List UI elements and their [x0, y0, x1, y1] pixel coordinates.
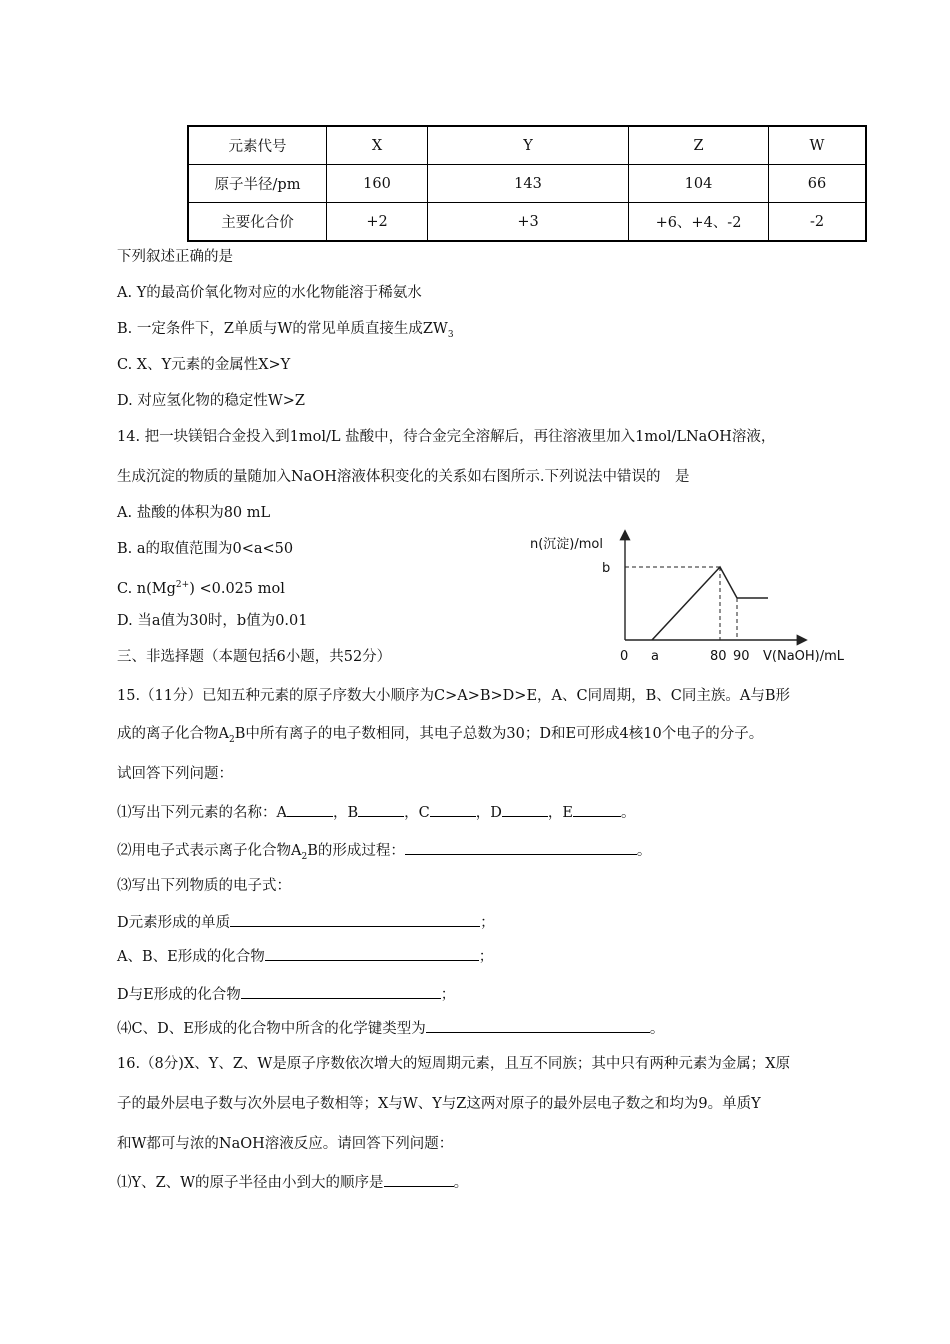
- q14-line-1: 14. 把一块镁铝合金投入到1mol/L 盐酸中，待合金完全溶解后，再往溶液里加入1mol/LNaOH溶液，: [117, 429, 776, 445]
- q16-line-1: 16.（8分)X、Y、Z、W是原子序数依次增大的短周期元素，且互不同族；其中只有两种元素为金属；X原: [117, 1056, 791, 1072]
- q13-option-b: [117, 319, 454, 345]
- q13-option-d: D. 对应氢化物的稳定性W>Z: [117, 393, 305, 409]
- q15-part-1-prompt: ⑴写出下列元素的名称：A: [117, 805, 287, 821]
- blank-bond-type[interactable]: [426, 1018, 650, 1033]
- q15-part-2-subscript: 2: [301, 851, 308, 862]
- table-cell: +3: [428, 203, 629, 242]
- precipitate-curve: [652, 567, 737, 640]
- q15-part-2: [117, 840, 651, 867]
- table-cell: 原子半径/pm: [188, 165, 327, 203]
- blank-radius-order[interactable]: [384, 1172, 454, 1187]
- q16-part-1: [117, 1172, 468, 1193]
- table-cell: +6、+4、-2: [629, 203, 769, 242]
- q15-part-1-c: ，C: [404, 805, 430, 821]
- table-cell: 104: [629, 165, 769, 203]
- q15-part-3-b-end: ；: [478, 949, 494, 965]
- q15-part-1: [117, 802, 635, 823]
- q13-option-b-subscript: 3: [447, 329, 454, 340]
- q15-part-2-prompt-end: B的形成过程：: [307, 843, 405, 859]
- q13-stem: 下列叙述正确的是: [117, 249, 233, 265]
- q15-line-1: 15.（11分）已知五种元素的原子序数大小顺序为C>A>B>D>E，A、C同周期，B、C同主族。A与B形: [117, 688, 790, 704]
- table-header-cell: X: [327, 126, 428, 165]
- tick-a: a: [651, 649, 659, 664]
- q15-part-2-prompt: ⑵用电子式表示离子化合物A: [117, 843, 302, 859]
- q15-part-3-c-end: ；: [440, 987, 456, 1003]
- section-3-heading: 三、非选择题（本题包括6小题，共52分）: [117, 649, 392, 665]
- q13-option-c: C. X、Y元素的金属性X>Y: [117, 357, 291, 373]
- b-label: b: [602, 561, 611, 576]
- q15-line-2-subscript: 2: [228, 734, 235, 745]
- tick-80: 80: [710, 649, 727, 664]
- q15-part-3: ⑶写出下列物质的电子式：: [117, 878, 291, 894]
- q15-part-3-a-prompt: D元素形成的单质: [117, 915, 231, 931]
- table-header-cell: 元素代号: [188, 126, 327, 165]
- table-row: [188, 126, 866, 165]
- q15-line-2-text-end: B中所有离子的电子数相同，其电子总数为30；D和E可形成4核10个电子的分子。: [234, 726, 764, 742]
- table-cell: 160: [327, 165, 428, 203]
- q15-line-2-text: 成的离子化合物A: [117, 726, 229, 742]
- q15-part-4: [117, 1018, 664, 1039]
- blank-b[interactable]: [358, 802, 404, 817]
- q16-part-1-end: 。: [453, 1175, 469, 1191]
- q14-option-a: A. 盐酸的体积为80 mL: [117, 505, 271, 521]
- q15-part-3-a: [117, 912, 495, 933]
- blank-formation-process[interactable]: [405, 840, 637, 855]
- q14-line-2: 生成沉淀的物质的量随加入NaOH溶液体积变化的关系如右图所示.下列说法中错误的 是: [117, 469, 690, 485]
- q15-part-1-e: ，E: [547, 805, 573, 821]
- table-cell: -2: [769, 203, 867, 242]
- element-table: [187, 125, 867, 242]
- blank-d[interactable]: [502, 802, 548, 817]
- q14-option-c: [117, 575, 285, 599]
- table-header-cell: W: [769, 126, 867, 165]
- q15-part-2-end: 。: [636, 843, 652, 859]
- q15-part-3-a-end: ；: [480, 915, 495, 931]
- x-axis-label: V(NaOH)/mL: [763, 649, 845, 664]
- tick-90: 90: [733, 649, 750, 664]
- q15-part-4-prompt: ⑷C、D、E形成的化合物中所含的化学键类型为: [117, 1021, 426, 1037]
- q15-part-3-c-prompt: D与E形成的化合物: [117, 987, 241, 1003]
- q16-part-1-prompt: ⑴Y、Z、W的原子半径由小到大的顺序是: [117, 1175, 384, 1191]
- q15-line-2: [117, 724, 763, 750]
- q14-option-b: B. a的取值范围为0<a<50: [117, 541, 294, 557]
- q14-option-c-superscript: 2+: [175, 580, 190, 590]
- q13-option-a: A. Y的最高价氧化物对应的水化物能溶于稀氨水: [117, 285, 422, 301]
- y-axis-label: n(沉淀)/mol: [530, 537, 603, 552]
- blank-a[interactable]: [287, 802, 333, 817]
- table-cell: 主要化合价: [188, 203, 327, 242]
- q13-option-b-text: B. 一定条件下，Z单质与W的常见单质直接生成ZW: [117, 321, 448, 337]
- q15-line-3: 试回答下列问题：: [117, 766, 233, 782]
- q15-part-3-b: [117, 946, 493, 967]
- table-row: [188, 165, 866, 203]
- q14-option-c-text-end: ) <0.025 mol: [189, 580, 285, 597]
- q14-option-c-text: C. n(Mg: [117, 580, 176, 597]
- q14-option-d: D. 当a值为30时，b值为0.01: [117, 613, 308, 629]
- precipitate-graph: [530, 528, 860, 668]
- q16-line-2: 子的最外层电子数与次外层电子数相等；X与W、Y与Z这两对原子的最外层电子数之和均为9。单质Y: [117, 1096, 761, 1112]
- table-header-cell: Y: [428, 126, 629, 165]
- q15-part-1-d: ，D: [475, 805, 502, 821]
- q15-part-3-b-prompt: A、B、E形成的化合物: [117, 949, 265, 965]
- blank-abe-compound[interactable]: [265, 946, 479, 961]
- table-row: [188, 203, 866, 242]
- q15-part-1-end: 。: [620, 805, 636, 821]
- q15-part-1-b: ，B: [332, 805, 359, 821]
- blank-de-compound[interactable]: [241, 984, 441, 999]
- blank-d-element[interactable]: [230, 912, 480, 927]
- table-cell: +2: [327, 203, 428, 242]
- blank-c[interactable]: [430, 802, 476, 817]
- table-header-cell: Z: [629, 126, 769, 165]
- table-cell: 143: [428, 165, 629, 203]
- table-cell: 66: [769, 165, 867, 203]
- q16-line-3: 和W都可与浓的NaOH溶液反应。请回答下列问题：: [117, 1136, 454, 1152]
- tick-0: 0: [620, 649, 629, 664]
- blank-e[interactable]: [573, 802, 621, 817]
- q15-part-3-c: [117, 984, 455, 1005]
- q15-part-4-end: 。: [649, 1021, 665, 1037]
